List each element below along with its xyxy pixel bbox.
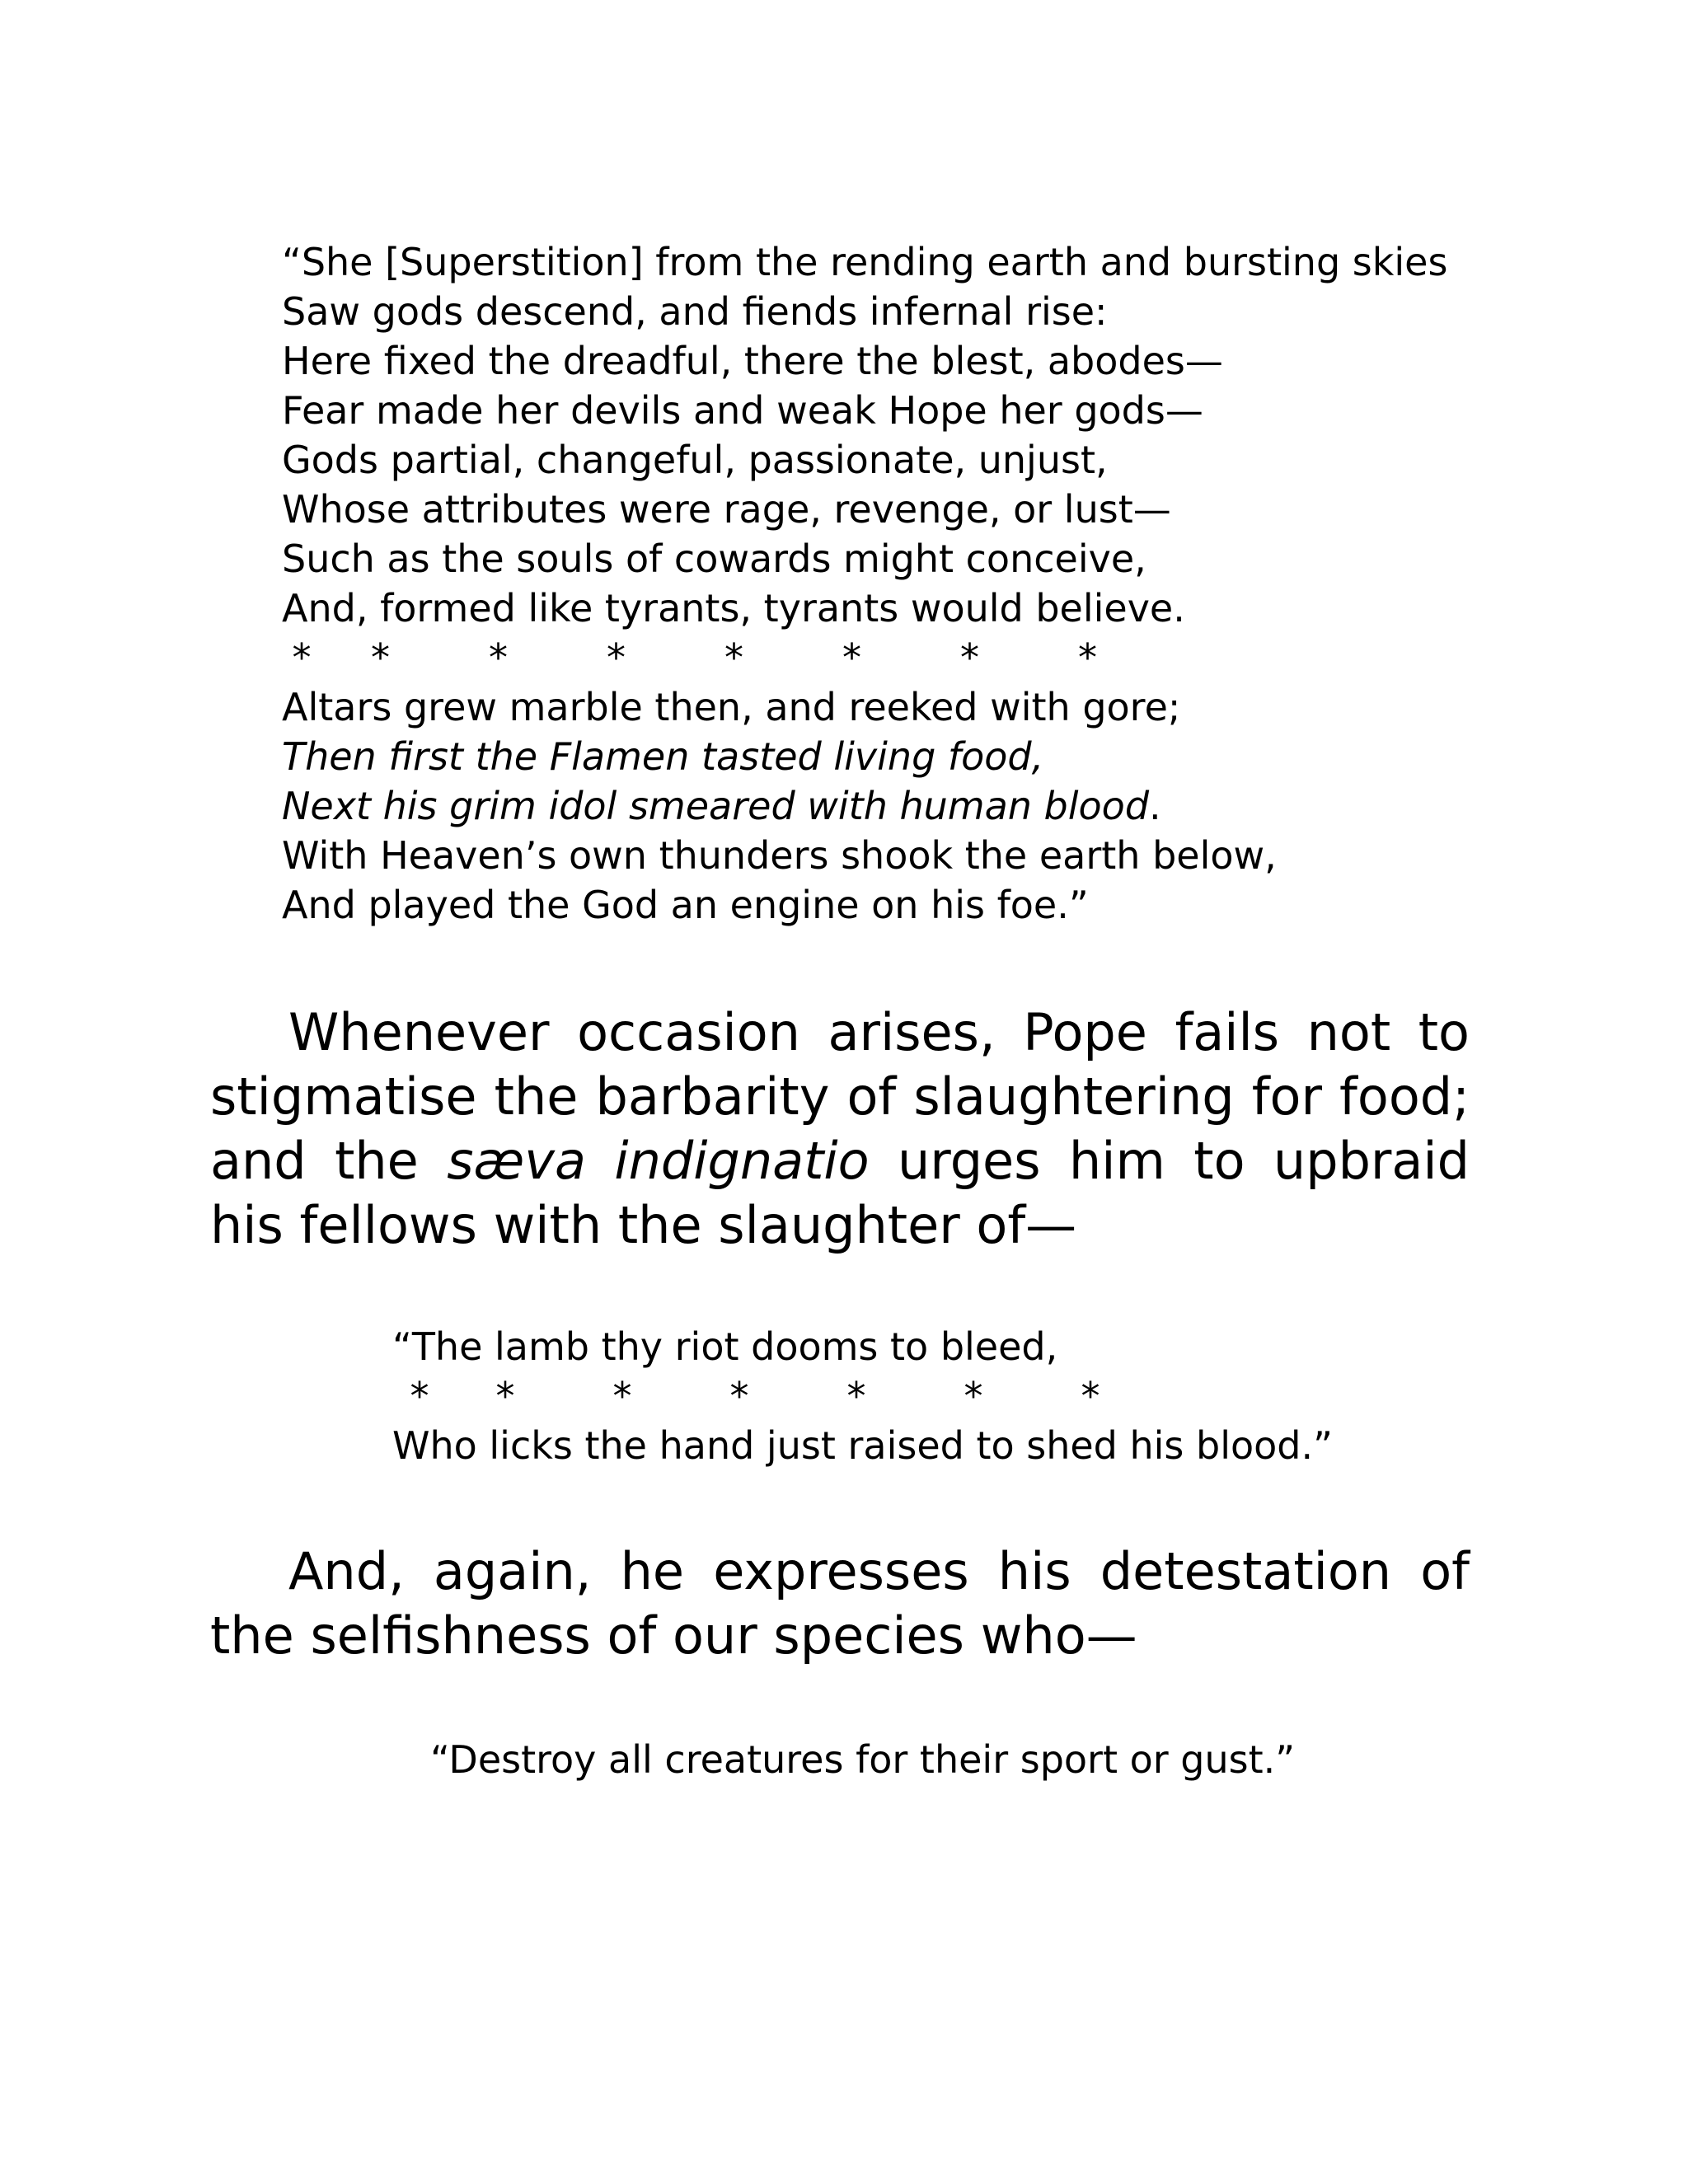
verse-line: Whose attributes were rage, revenge, or lust— bbox=[282, 487, 1171, 532]
verse-line bbox=[282, 781, 1518, 831]
paragraph-pope bbox=[210, 1001, 1470, 1258]
star: * bbox=[1078, 635, 1097, 680]
ellipsis-stars bbox=[392, 1371, 1464, 1421]
verse-line: “The lamb thy riot dooms to bleed, bbox=[392, 1324, 1058, 1369]
verse-line: Who licks the hand just raised to shed his blood.” bbox=[392, 1423, 1333, 1468]
verse-line: Here fixed the dreadful, there the blest, abodes— bbox=[282, 339, 1223, 383]
star: * bbox=[371, 635, 390, 680]
star: * bbox=[964, 1374, 983, 1418]
paragraph-selfishness bbox=[210, 1540, 1470, 1668]
star: * bbox=[612, 1374, 632, 1418]
verse-line: Saw gods descend, and fiends infernal rise: bbox=[282, 289, 1108, 334]
verse-line-period: . bbox=[1149, 784, 1161, 828]
star: * bbox=[846, 1374, 866, 1418]
verse-block-destroy bbox=[430, 1735, 1295, 1784]
paragraph-italic-phrase: sæva indignatio bbox=[447, 1131, 870, 1191]
star: * bbox=[729, 1374, 749, 1418]
star: * bbox=[1081, 1374, 1100, 1418]
paragraph-text: urges him to upbraid his fellows with the slaughter of— bbox=[210, 1131, 1470, 1255]
verse-line: “She [Superstition] from the rending earth and bursting skies bbox=[282, 240, 1448, 284]
paragraph-text: Whenever occasion arises, Pope fails not to stigmatise the barbarity of slaughtering for food; and the bbox=[210, 1002, 1470, 1191]
star: * bbox=[410, 1374, 429, 1418]
star: * bbox=[495, 1374, 515, 1418]
star: * bbox=[489, 635, 508, 680]
star: * bbox=[724, 635, 743, 680]
verse-line: Gods partial, changeful, passionate, unjust, bbox=[282, 438, 1108, 482]
verse-line: Altars grew marble then, and reeked with gore; bbox=[282, 685, 1181, 729]
star: * bbox=[292, 635, 312, 680]
verse-line: “Destroy all creatures for their sport or gust.” bbox=[430, 1737, 1296, 1782]
verse-line-italic: Then first the Flamen tasted living food, bbox=[282, 734, 1044, 779]
verse-line: And played the God an engine on his foe.” bbox=[282, 883, 1089, 927]
star: * bbox=[607, 635, 626, 680]
verse-line-italic-text: Next his grim idol smeared with human blood bbox=[282, 784, 1150, 828]
verse-line: Fear made her devils and weak Hope her gods— bbox=[282, 388, 1203, 433]
verse-line: And, formed like tyrants, tyrants would believe. bbox=[282, 586, 1185, 630]
verse-block-lamb bbox=[392, 1322, 1464, 1470]
star: * bbox=[842, 635, 861, 680]
verse-line: Such as the souls of cowards might conceive, bbox=[282, 537, 1146, 581]
paragraph-text: And, again, he expresses his detestation of the selfishness of our species who— bbox=[210, 1541, 1470, 1666]
ellipsis-stars bbox=[282, 633, 1518, 682]
verse-line: With Heaven’s own thunders shook the earth below, bbox=[282, 833, 1277, 878]
verse-block-superstition bbox=[282, 237, 1518, 930]
star: * bbox=[960, 635, 979, 680]
